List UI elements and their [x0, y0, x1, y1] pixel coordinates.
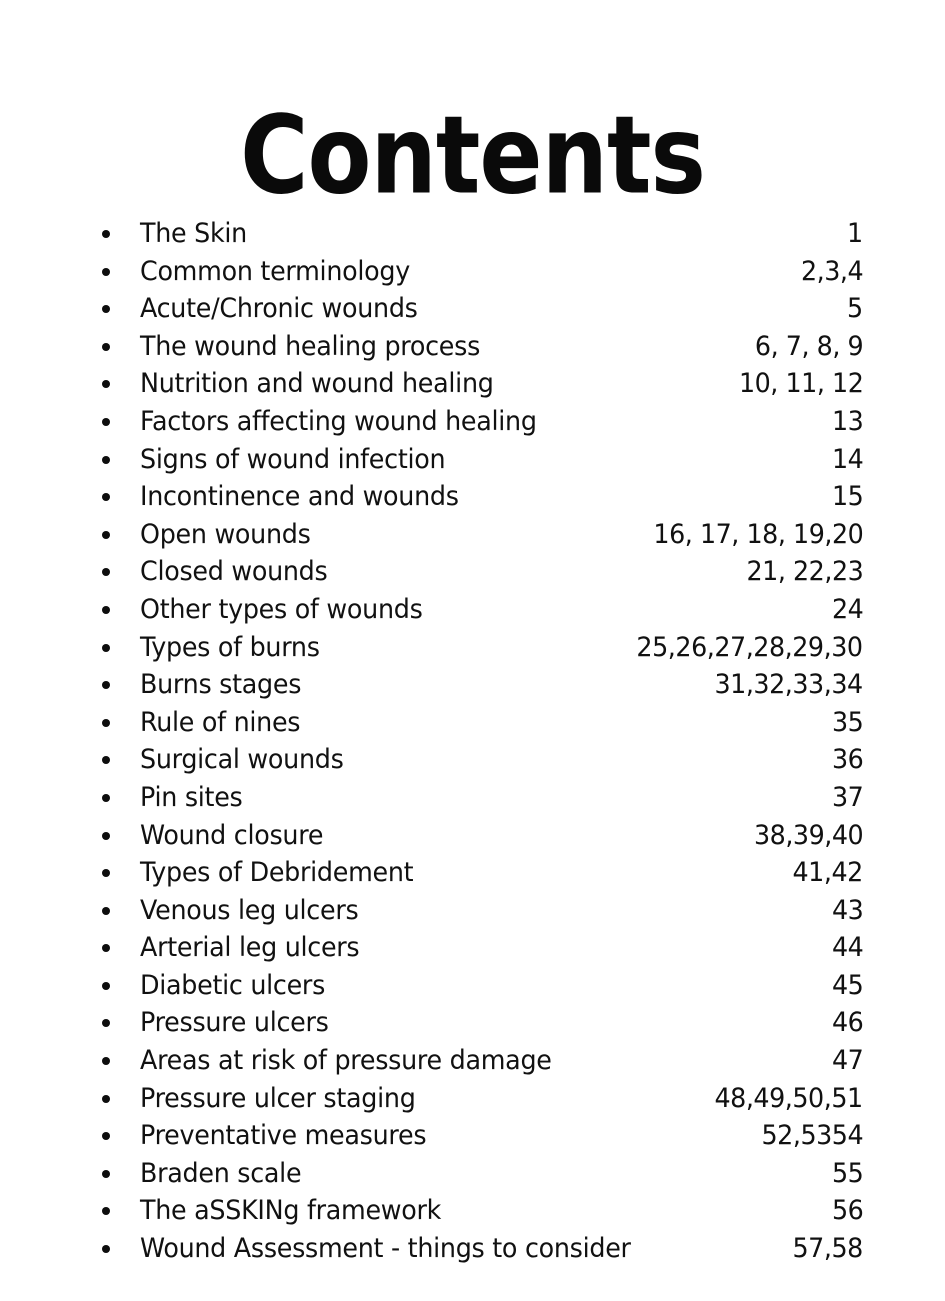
bullet-dot-shape — [102, 568, 110, 576]
contents-entry-pages: 14 — [831, 443, 863, 475]
bullet-dot-icon — [98, 384, 140, 392]
contents-entry[interactable] — [98, 858, 863, 896]
contents-entry-pages: 6, 7, 8, 9 — [754, 330, 863, 362]
contents-entry[interactable] — [98, 708, 863, 746]
bullet-dot-shape — [102, 606, 110, 614]
contents-entry[interactable] — [98, 407, 863, 445]
contents-entry-label: Wound Assessment - things to consider — [140, 1233, 631, 1265]
contents-entry-label: The aSSKINg framework — [140, 1195, 442, 1227]
bullet-dot-icon — [98, 1174, 140, 1182]
bullet-dot-shape — [102, 343, 110, 351]
contents-entry-label: Surgical wounds — [140, 744, 344, 776]
bullet-dot-icon — [98, 309, 140, 317]
page-title: Contents — [240, 93, 705, 219]
contents-entry[interactable] — [98, 633, 863, 671]
contents-entry-label: The Skin — [140, 218, 247, 249]
bullet-dot-icon — [98, 986, 140, 994]
bullet-dot-icon — [98, 911, 140, 919]
bullet-dot-shape — [102, 756, 110, 764]
contents-entry-label: Acute/Chronic wounds — [140, 293, 418, 325]
contents-entry-pages: 31,32,33,34 — [714, 669, 863, 701]
bullet-dot-shape — [102, 907, 110, 915]
contents-entry-pages: 10, 11, 12 — [738, 368, 863, 400]
bullet-dot-shape — [102, 944, 110, 952]
contents-entry-label: Diabetic ulcers — [140, 969, 326, 1001]
contents-entry-pages: 2,3,4 — [800, 255, 863, 287]
contents-entry-label: Incontinence and wounds — [140, 481, 459, 513]
bullet-dot-shape — [102, 1207, 110, 1215]
contents-entry[interactable] — [98, 520, 863, 558]
contents-entry[interactable] — [98, 1159, 863, 1197]
contents-entry[interactable] — [98, 1084, 863, 1122]
bullet-dot-shape — [102, 268, 110, 276]
contents-entry-pages: 41,42 — [792, 857, 863, 889]
contents-entry-label: Braden scale — [140, 1157, 302, 1189]
contents-entry[interactable] — [98, 445, 863, 483]
contents-entry-pages: 25,26,27,28,29,30 — [636, 631, 863, 663]
bullet-dot-shape — [102, 380, 110, 388]
contents-entry-label: Nutrition and wound healing — [140, 368, 494, 400]
bullet-dot-shape — [102, 1057, 110, 1065]
bullet-dot-icon — [98, 272, 140, 280]
bullet-dot-shape — [102, 1095, 110, 1103]
contents-entry-label: Pressure ulcer staging — [140, 1082, 416, 1114]
bullet-dot-icon — [98, 948, 140, 956]
bullet-dot-icon — [98, 610, 140, 618]
contents-entry[interactable] — [98, 257, 863, 295]
bullet-dot-icon — [98, 1061, 140, 1069]
bullet-dot-shape — [102, 982, 110, 990]
bullet-dot-icon — [98, 572, 140, 580]
contents-entry-pages: 56 — [831, 1195, 863, 1227]
contents-entry-label: Pressure ulcers — [140, 1007, 329, 1039]
contents-entry-pages: 45 — [831, 969, 863, 1001]
contents-entry-pages: 35 — [831, 706, 863, 738]
contents-entry-label: Common terminology — [140, 255, 410, 287]
bullet-dot-shape — [102, 305, 110, 313]
bullet-dot-icon — [98, 1211, 140, 1219]
bullet-dot-icon — [98, 460, 140, 468]
bullet-dot-shape — [102, 719, 110, 727]
bullet-dot-icon — [98, 836, 140, 844]
contents-entry-pages: 16, 17, 18, 19,20 — [653, 518, 863, 550]
bullet-dot-icon — [98, 873, 140, 881]
contents-entry-label: Factors affecting wound healing — [140, 405, 537, 437]
bullet-dot-shape — [102, 531, 110, 539]
contents-entry-label: Types of Debridement — [140, 857, 414, 889]
contents-entry-pages: 36 — [831, 744, 863, 776]
contents-entry-pages: 57,58 — [792, 1233, 863, 1265]
contents-entry[interactable] — [98, 821, 863, 859]
contents-entry-pages: 21, 22,23 — [746, 556, 863, 588]
bullet-dot-icon — [98, 648, 140, 656]
bullet-dot-shape — [102, 1019, 110, 1027]
bullet-dot-shape — [102, 794, 110, 802]
contents-entry-label: Pin sites — [140, 781, 243, 813]
contents-entry-label: Closed wounds — [140, 556, 328, 588]
contents-entry-label: Other types of wounds — [140, 593, 423, 625]
contents-entry-label: Areas at risk of pressure damage — [140, 1045, 552, 1077]
contents-entry-label: Types of burns — [140, 631, 320, 663]
contents-entry-pages: 37 — [831, 781, 863, 813]
contents-entry-pages: 13 — [831, 405, 863, 437]
bullet-dot-shape — [102, 493, 110, 501]
contents-entry[interactable] — [98, 933, 863, 971]
bullet-dot-shape — [102, 644, 110, 652]
contents-entry[interactable] — [98, 1121, 863, 1159]
contents-entry-pages: 1 — [847, 218, 863, 249]
contents-entry-label: Preventative measures — [140, 1120, 427, 1152]
contents-entry-label: Wound closure — [140, 819, 324, 851]
bullet-dot-icon — [98, 798, 140, 806]
bullet-dot-icon — [98, 234, 140, 242]
bullet-dot-icon — [98, 723, 140, 731]
contents-entry-label: The wound healing process — [140, 330, 481, 362]
contents-entry-pages: 46 — [831, 1007, 863, 1039]
bullet-dot-shape — [102, 418, 110, 426]
bullet-dot-shape — [102, 869, 110, 877]
contents-entry-label: Signs of wound infection — [140, 443, 446, 475]
contents-entry-pages: 44 — [831, 932, 863, 964]
contents-entry[interactable] — [98, 896, 863, 934]
contents-entry-label: Arterial leg ulcers — [140, 932, 360, 964]
contents-entry[interactable] — [98, 783, 863, 821]
contents-entry[interactable] — [98, 595, 863, 633]
bullet-dot-icon — [98, 1023, 140, 1031]
contents-entry[interactable] — [98, 369, 863, 407]
contents-entry-pages: 43 — [831, 894, 863, 926]
contents-list — [98, 219, 863, 1272]
bullet-dot-shape — [102, 1170, 110, 1178]
contents-entry-label: Venous leg ulcers — [140, 894, 359, 926]
bullet-dot-shape — [102, 230, 110, 238]
contents-entry[interactable] — [98, 1234, 863, 1272]
contents-entry[interactable] — [98, 1008, 863, 1046]
bullet-dot-icon — [98, 760, 140, 768]
bullet-dot-icon — [98, 535, 140, 543]
bullet-dot-icon — [98, 497, 140, 505]
bullet-dot-icon — [98, 347, 140, 355]
contents-entry-pages: 47 — [831, 1045, 863, 1077]
contents-entry-pages: 52,5354 — [761, 1120, 863, 1152]
contents-entry[interactable] — [98, 332, 863, 370]
contents-entry[interactable] — [98, 219, 863, 257]
contents-entry[interactable] — [98, 971, 863, 1009]
bullet-dot-icon — [98, 422, 140, 430]
contents-entry-pages: 15 — [831, 481, 863, 513]
contents-entry-label: Burns stages — [140, 669, 302, 701]
bullet-dot-icon — [98, 1099, 140, 1107]
contents-entry[interactable] — [98, 1046, 863, 1084]
bullet-dot-shape — [102, 681, 110, 689]
bullet-dot-icon — [98, 685, 140, 693]
contents-entry[interactable] — [98, 670, 863, 708]
contents-entry-label: Open wounds — [140, 518, 311, 550]
contents-entry[interactable] — [98, 1196, 863, 1234]
contents-entry-pages: 24 — [831, 593, 863, 625]
bullet-dot-shape — [102, 1245, 110, 1253]
contents-entry-label: Rule of nines — [140, 706, 301, 738]
contents-entry-pages: 55 — [831, 1157, 863, 1189]
bullet-dot-shape — [102, 1132, 110, 1140]
bullet-dot-shape — [102, 456, 110, 464]
contents-entry[interactable] — [98, 482, 863, 520]
contents-entry-pages: 38,39,40 — [753, 819, 863, 851]
contents-entry-pages: 5 — [847, 293, 863, 325]
bullet-dot-icon — [98, 1136, 140, 1144]
bullet-dot-shape — [102, 832, 110, 840]
contents-entry[interactable] — [98, 745, 863, 783]
contents-entry[interactable] — [98, 557, 863, 595]
contents-entry[interactable] — [98, 294, 863, 332]
contents-entry-pages: 48,49,50,51 — [714, 1082, 863, 1114]
bullet-dot-icon — [98, 1249, 140, 1257]
